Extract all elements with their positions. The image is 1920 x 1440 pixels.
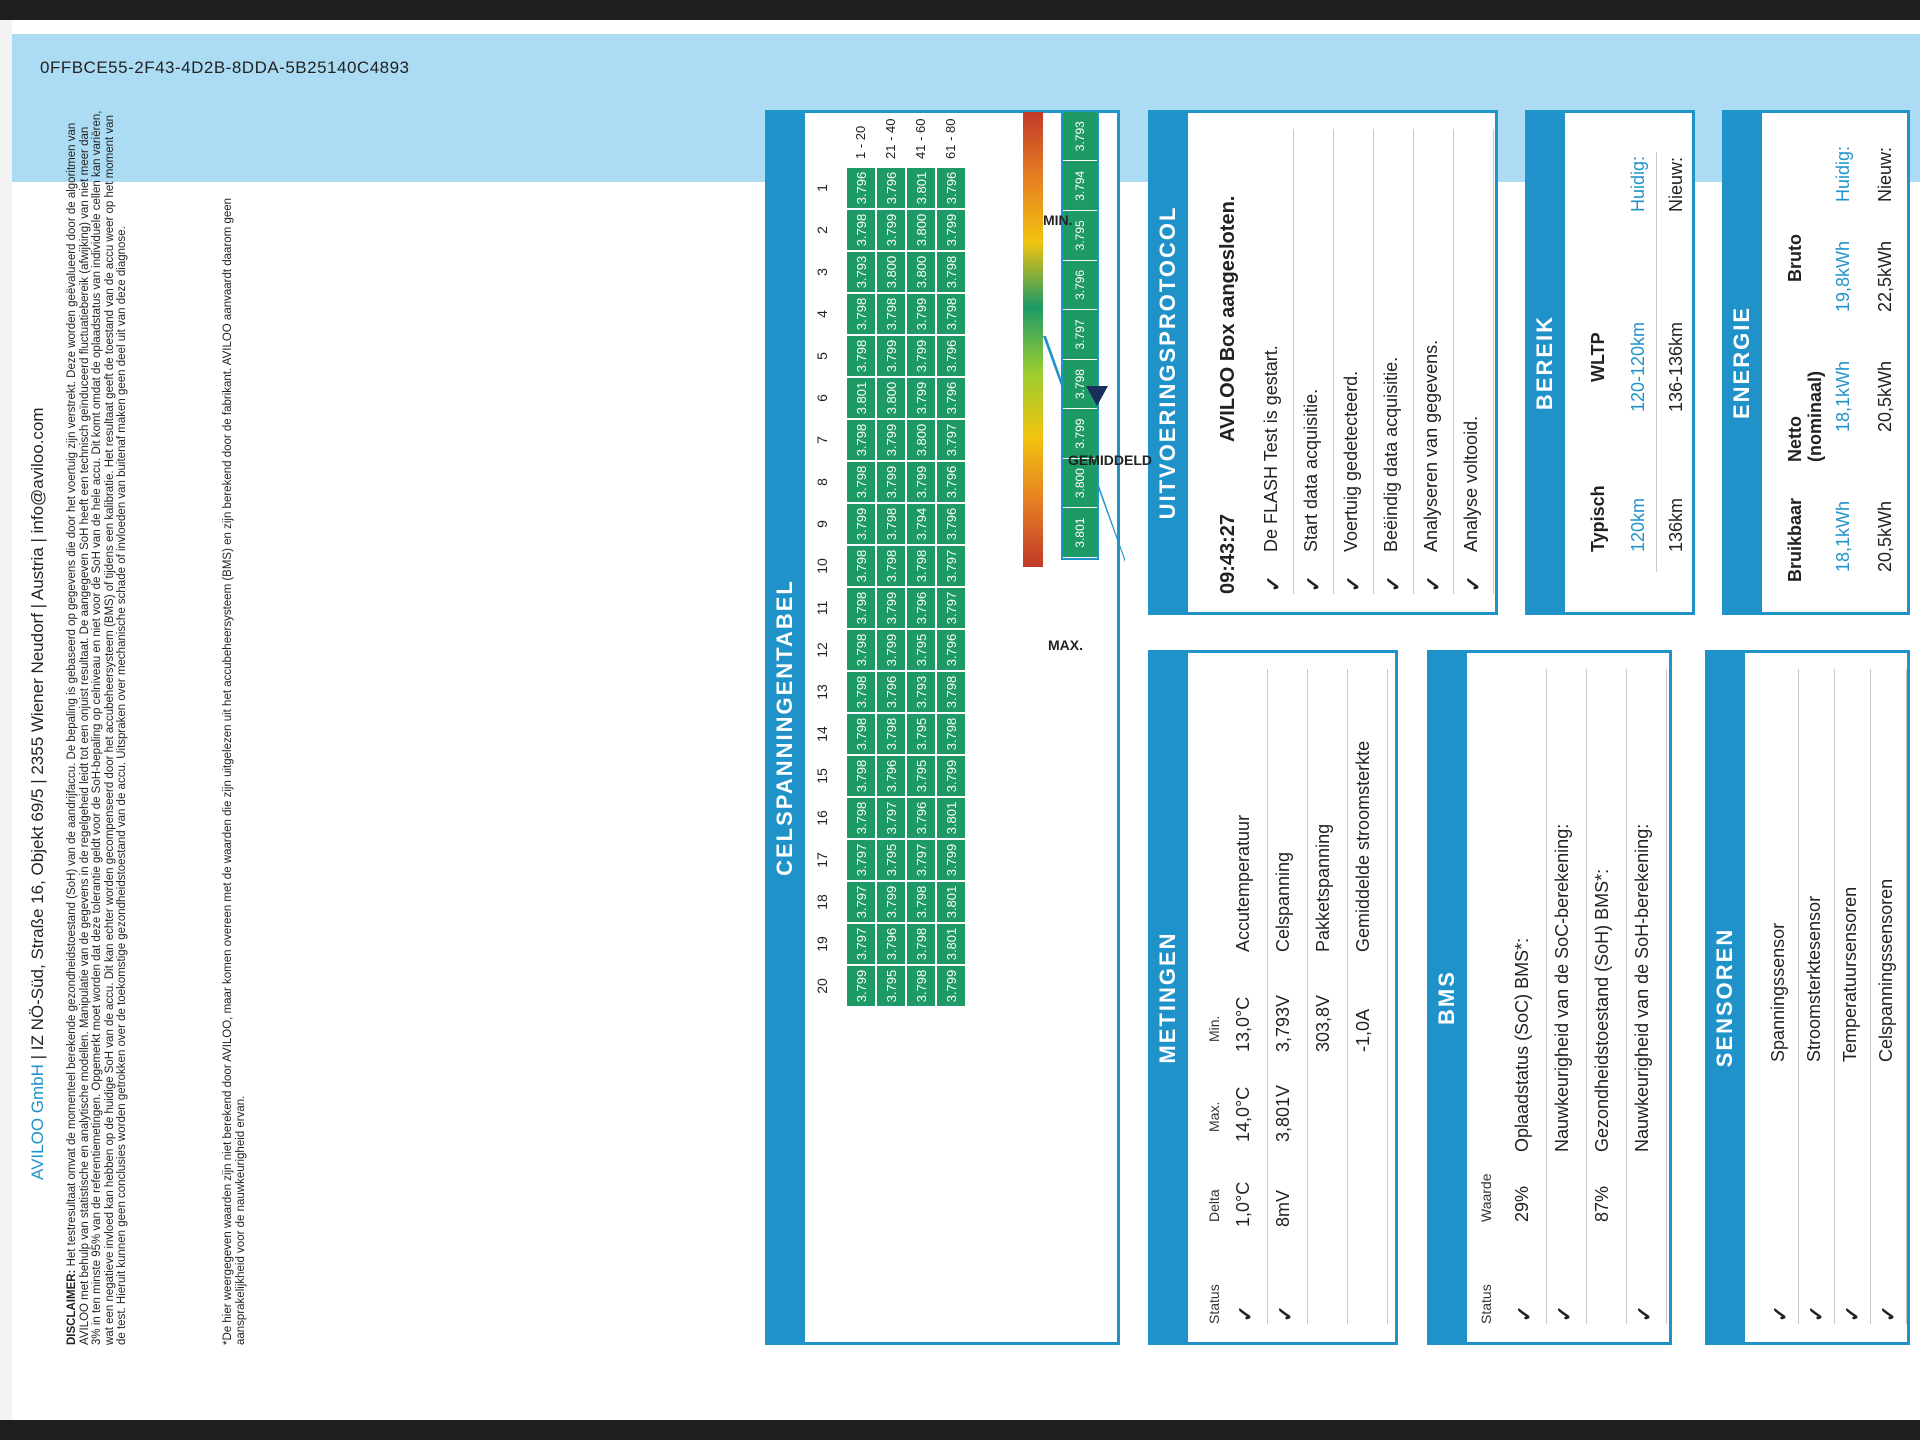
cell-voltage: 3.798 <box>906 965 936 1007</box>
check-icon: ✓ <box>1514 1305 1536 1322</box>
cell-voltage: 3.796 <box>936 503 966 545</box>
cell-voltage: 3.799 <box>906 335 936 377</box>
energie-nieuw-bruto: 22,5kWh <box>1875 240 1895 312</box>
cell-voltage: 3.797 <box>876 797 906 839</box>
bms-value: 87% <box>1592 1185 1612 1222</box>
protocol-step: Beëindig data acquisitie. <box>1381 356 1401 552</box>
cell-voltage: 3.794 <box>906 503 936 545</box>
cell-voltage: 3.793 <box>846 251 876 293</box>
protocol-divider <box>1373 129 1374 594</box>
cell-voltage: 3.793 <box>906 671 936 713</box>
row-label: 21 - 40 <box>883 118 898 159</box>
energie-nieuw-netto: 20,5kWh <box>1875 360 1895 432</box>
cell-voltage: 3.798 <box>936 713 966 755</box>
cell-voltage: 3.798 <box>846 587 876 629</box>
metingen-divider <box>1267 669 1268 1324</box>
cell-voltage: 3.800 <box>876 377 906 419</box>
bms-title: BMS <box>1427 650 1467 1345</box>
bereik-col-wltp: WLTP <box>1588 332 1608 382</box>
cell-voltage: 3.797 <box>936 587 966 629</box>
metingen-label: Celspanning <box>1273 851 1293 952</box>
column-number: 14 <box>814 726 830 742</box>
column-number: 12 <box>814 642 830 658</box>
cell-voltage: 3.797 <box>846 881 876 923</box>
cell-voltage: 3.799 <box>876 461 906 503</box>
cell-voltage: 3.795 <box>906 713 936 755</box>
cell-voltage: 3.796 <box>906 797 936 839</box>
cell-voltage: 3.801 <box>936 881 966 923</box>
cell-voltage: 3.798 <box>876 503 906 545</box>
scale-value: 3.799 <box>1063 409 1097 459</box>
cell-voltage: 3.795 <box>876 839 906 881</box>
cell-voltage: 3.799 <box>876 881 906 923</box>
check-icon: ✓ <box>1303 575 1325 592</box>
protocol-divider <box>1453 129 1454 594</box>
bereik-col-typisch: Typisch <box>1588 485 1608 552</box>
metingen-min: 303,8V <box>1313 994 1333 1052</box>
column-number: 7 <box>814 436 830 444</box>
protocol-step: Voertuig gedetecteerd. <box>1341 370 1361 552</box>
cell-voltage: 3.799 <box>936 839 966 881</box>
column-number: 20 <box>814 978 830 994</box>
protocol-divider <box>1493 129 1494 594</box>
scale-max-label: MAX. <box>1048 637 1083 653</box>
metingen-divider <box>1307 669 1308 1324</box>
metingen-divider <box>1387 669 1388 1324</box>
metingen-min: 3,793V <box>1273 994 1293 1052</box>
cell-voltage: 3.799 <box>876 335 906 377</box>
celtabel-title: CELSPANNINGENTABEL <box>765 110 805 1345</box>
footer-company: AVILOO GmbH <box>28 1064 47 1180</box>
row-label: 61 - 80 <box>943 118 958 159</box>
cell-voltage: 3.796 <box>936 335 966 377</box>
energie-huidig-bruto: 19,8kWh <box>1833 240 1853 312</box>
metingen-card <box>1148 650 1398 1345</box>
energie-huidig-bruikbaar: 18,1kWh <box>1833 500 1853 572</box>
cell-voltage: 3.799 <box>876 419 906 461</box>
metingen-delta: 8mV <box>1273 1189 1293 1227</box>
energie-nieuw-bruikbaar: 20,5kWh <box>1875 500 1895 572</box>
cell-voltage: 3.796 <box>936 461 966 503</box>
energie-huidig-netto: 18,1kWh <box>1833 360 1853 432</box>
cell-voltage: 3.799 <box>936 965 966 1007</box>
bms-col-waarde: Waarde <box>1478 1173 1494 1222</box>
check-icon: ✓ <box>1263 575 1285 592</box>
cell-voltage: 3.798 <box>846 209 876 251</box>
cell-voltage: 3.797 <box>846 923 876 965</box>
disclaimer-label: DISCLAIMER: <box>66 1269 78 1345</box>
sensor-divider <box>1798 669 1799 1324</box>
cell-voltage: 3.798 <box>846 545 876 587</box>
cell-voltage: 3.798 <box>846 713 876 755</box>
cell-voltage: 3.796 <box>876 167 906 209</box>
sensoren-card <box>1705 650 1910 1345</box>
check-icon: ✓ <box>1423 575 1445 592</box>
bms-label: Nauwkeurigheid van de SoH-berekening: <box>1632 823 1652 1152</box>
bms-divider <box>1546 669 1547 1324</box>
energie-nieuw-label: Nieuw: <box>1875 146 1895 202</box>
cell-voltage: 3.797 <box>906 839 936 881</box>
protocol-step: Analyse voltooid. <box>1461 415 1481 552</box>
cell-voltage: 3.796 <box>876 923 906 965</box>
bereik-nieuw-typisch: 136km <box>1666 497 1686 552</box>
sensor-divider <box>1834 669 1835 1324</box>
bereik-huidig-label: Huidig: <box>1628 155 1648 212</box>
metingen-col-status: Status <box>1206 1284 1222 1324</box>
energie-col-bruto: Bruto <box>1785 234 1805 282</box>
scale-value: 3.794 <box>1063 162 1097 212</box>
check-icon: ✓ <box>1634 1305 1656 1322</box>
column-number: 17 <box>814 852 830 868</box>
column-number: 4 <box>814 310 830 318</box>
check-icon: ✓ <box>1554 1305 1576 1322</box>
average-scale <box>1061 110 1099 560</box>
protocol-divider <box>1413 129 1414 594</box>
bms-card <box>1427 650 1672 1345</box>
bereik-nieuw-wltp: 136-136km <box>1666 321 1686 412</box>
cell-voltage: 3.798 <box>876 545 906 587</box>
cell-voltage: 3.796 <box>936 629 966 671</box>
cell-voltage: 3.798 <box>846 419 876 461</box>
bereik-card <box>1525 110 1695 615</box>
cell-voltage: 3.799 <box>936 209 966 251</box>
sensor-label: Celspanningssensoren <box>1876 878 1896 1062</box>
cell-voltage: 3.800 <box>906 209 936 251</box>
protocol-title: UITVOERINGSPROTOCOL <box>1148 110 1188 615</box>
cell-voltage: 3.795 <box>906 755 936 797</box>
cell-voltage: 3.798 <box>846 293 876 335</box>
cell-voltage: 3.800 <box>906 419 936 461</box>
average-marker-icon <box>1086 386 1108 406</box>
bms-divider <box>1666 669 1667 1324</box>
protocol-time: 09:43:27 <box>1217 513 1239 594</box>
footer <box>28 407 48 1180</box>
cell-voltage: 3.798 <box>846 671 876 713</box>
scale-value: 3.796 <box>1063 261 1097 311</box>
metingen-col-max: Max. <box>1206 1101 1222 1132</box>
sensor-divider <box>1906 669 1907 1324</box>
bereik-title: BEREIK <box>1525 110 1565 615</box>
column-number: 13 <box>814 684 830 700</box>
cell-voltage: 3.798 <box>906 545 936 587</box>
cell-voltage: 3.801 <box>936 797 966 839</box>
scale-value: 3.793 <box>1063 112 1097 162</box>
column-number: 9 <box>814 520 830 528</box>
metingen-divider <box>1347 669 1348 1324</box>
metingen-col-min: Min. <box>1206 1015 1222 1042</box>
row-label: 41 - 60 <box>913 118 928 159</box>
scale-value: 3.795 <box>1063 211 1097 261</box>
bms-label: Nauwkeurigheid van de SoC-berekening: <box>1552 823 1572 1152</box>
bms-label: Oplaadstatus (SoC) BMS*: <box>1512 937 1532 1152</box>
metingen-label: Pakketspanning <box>1313 823 1333 952</box>
cell-voltage: 3.798 <box>876 713 906 755</box>
scale-value: 3.798 <box>1063 360 1097 410</box>
column-number: 2 <box>814 226 830 234</box>
check-icon: ✓ <box>1770 1305 1792 1322</box>
check-icon: ✓ <box>1343 575 1365 592</box>
metingen-delta: 1,0°C <box>1233 1181 1253 1227</box>
bms-value: 29% <box>1512 1185 1532 1222</box>
column-number: 10 <box>814 558 830 574</box>
cell-voltage: 3.797 <box>936 545 966 587</box>
cell-voltage: 3.798 <box>906 881 936 923</box>
protocol-heading: AVILOO Box aangesloten. <box>1217 195 1239 442</box>
column-number: 3 <box>814 268 830 276</box>
sensor-label: Temperatuursensoren <box>1840 886 1860 1062</box>
bms-divider <box>1586 669 1587 1324</box>
cell-voltage: 3.799 <box>846 965 876 1007</box>
cell-voltage: 3.799 <box>906 377 936 419</box>
protocol-divider <box>1333 129 1334 594</box>
protocol-step: Analyseren van gegevens. <box>1421 339 1441 552</box>
cell-voltage: 3.799 <box>936 755 966 797</box>
disclaimer-note: *De hier weergegeven waarden zijn niet berekend door AVILOO, maar komen overeen met de waarden die zijn uitgelezen uit het accubeheersysteem (BMS) en zijn berekend door de fabrikant. AVILOO aanvaardt daarom geen aansprakelijkheid voor de nauwkeurigheid ervan. <box>222 197 247 1345</box>
cell-voltage: 3.796 <box>936 167 966 209</box>
sensoren-title: SENSOREN <box>1705 650 1745 1345</box>
column-number: 15 <box>814 768 830 784</box>
metingen-label: Accutemperatuur <box>1233 814 1253 952</box>
cell-voltage: 3.799 <box>876 209 906 251</box>
check-icon: ✓ <box>1806 1305 1828 1322</box>
cell-voltage: 3.801 <box>906 167 936 209</box>
cell-voltage: 3.796 <box>846 167 876 209</box>
check-icon: ✓ <box>1383 575 1405 592</box>
bereik-huidig-wltp: 120-120km <box>1628 321 1648 412</box>
voltage-gradient-bar <box>1023 112 1043 567</box>
cell-voltage: 3.801 <box>846 377 876 419</box>
sensor-divider <box>1870 669 1871 1324</box>
bereik-nieuw-label: Nieuw: <box>1666 156 1686 212</box>
column-number: 8 <box>814 478 830 486</box>
cell-voltage: 3.798 <box>936 251 966 293</box>
cell-voltage: 3.799 <box>906 461 936 503</box>
cell-voltage: 3.797 <box>936 419 966 461</box>
energie-huidig-label: Huidig: <box>1833 145 1853 202</box>
cell-voltage: 3.798 <box>936 293 966 335</box>
metingen-col-delta: Delta <box>1206 1189 1222 1222</box>
document-id: 0FFBCE55-2F43-4D2B-8DDA-5B25140C4893 <box>40 58 410 77</box>
column-number: 6 <box>814 394 830 402</box>
check-icon: ✓ <box>1275 1305 1297 1322</box>
energie-col-netto: Netto (nominaal) <box>1785 370 1825 462</box>
check-icon: ✓ <box>1235 1305 1257 1322</box>
protocol-step: Start data acquisitie. <box>1301 388 1321 552</box>
column-number: 19 <box>814 936 830 952</box>
energie-title: ENERGIE <box>1722 110 1762 615</box>
bms-label: Gezondheidstoestand (SoH) BMS*: <box>1592 868 1612 1152</box>
cell-voltage: 3.799 <box>846 503 876 545</box>
cell-voltage: 3.798 <box>906 923 936 965</box>
column-number: 16 <box>814 810 830 826</box>
scale-value: 3.797 <box>1063 310 1097 360</box>
sensor-label: Spanningssensor <box>1768 922 1788 1062</box>
cell-voltage: 3.798 <box>846 797 876 839</box>
cell-voltage: 3.798 <box>876 293 906 335</box>
cell-voltage: 3.795 <box>876 965 906 1007</box>
cell-voltage: 3.800 <box>876 251 906 293</box>
protocol-divider <box>1293 129 1294 594</box>
cell-voltage: 3.799 <box>906 293 936 335</box>
row-label: 1 - 20 <box>853 125 868 159</box>
column-number: 5 <box>814 352 830 360</box>
cell-voltage: 3.798 <box>936 671 966 713</box>
check-icon: ✓ <box>1878 1305 1900 1322</box>
cell-voltage: 3.798 <box>846 755 876 797</box>
column-number: 18 <box>814 894 830 910</box>
cell-voltage: 3.798 <box>846 629 876 671</box>
bms-col-status: Status <box>1478 1284 1494 1324</box>
bereik-divider <box>1656 152 1657 572</box>
cell-voltage: 3.799 <box>876 587 906 629</box>
protocol-step: De FLASH Test is gestart. <box>1261 345 1281 552</box>
scale-value: 3.800 <box>1063 459 1097 509</box>
metingen-title: METINGEN <box>1148 650 1188 1345</box>
cell-voltage: 3.798 <box>846 461 876 503</box>
column-number: 11 <box>814 600 830 616</box>
bms-divider <box>1626 669 1627 1324</box>
metingen-max: 3,801V <box>1273 1084 1293 1142</box>
cell-voltage: 3.800 <box>906 251 936 293</box>
cell-voltage: 3.795 <box>906 629 936 671</box>
sensor-label: Stroomsterktesensor <box>1804 895 1824 1062</box>
footer-address: | IZ NÖ-Süd, Straße 16, Objekt 69/5 | 2355 Wiener Neudorf | Austria | info@aviloo.com <box>28 407 47 1065</box>
metingen-label: Gemiddelde stroomsterkte <box>1353 740 1373 952</box>
cell-voltage: 3.796 <box>876 755 906 797</box>
metingen-min: -1,0A <box>1353 1008 1373 1052</box>
energie-card <box>1722 110 1910 615</box>
cell-voltage: 3.797 <box>846 839 876 881</box>
column-number: 1 <box>814 184 830 192</box>
check-icon: ✓ <box>1842 1305 1864 1322</box>
cell-voltage: 3.796 <box>876 671 906 713</box>
protocol-card <box>1148 110 1498 615</box>
disclaimer-block <box>66 110 129 1345</box>
bereik-huidig-typisch: 120km <box>1628 497 1648 552</box>
cell-voltage: 3.796 <box>906 587 936 629</box>
scale-value: 3.801 <box>1063 508 1097 558</box>
check-icon: ✓ <box>1463 575 1485 592</box>
metingen-max: 14,0°C <box>1233 1086 1253 1142</box>
cell-voltage: 3.796 <box>936 377 966 419</box>
scale-avg-label: GEMIDDELD <box>1068 452 1152 468</box>
cell-voltage: 3.798 <box>846 335 876 377</box>
celtabel-card <box>765 110 1152 1345</box>
scale-min-label: MIN. <box>1043 212 1073 228</box>
disclaimer-text: Het testresultaat omvat de momenteel berekende gezondheidstoestand (SoH) van de aandrijfaccu. De bepaling is gebaseerd op gegevens die door het voertuig zijn verstrekt. Deze worden geëvalueerd door de algoritmen van AVILOO met behulp van statistische en analytische modellen. Manipulatie van de gegevens in de regelgeheid leidt tot een onjuist resultaat. De aangegeven SoH heeft een technisch geïnduceerd fluctuatiebereik (afwijking) van niet meer dan 3% in ten minste 95% van de referentiemetingen. Opgemerkt moet worden dat deze tolerantie geldt voor de SoH-bepaling op celniveau en niet voor de SoH van de hele accu. Dit komt omdat de oplaadstatus van individuele cellen kan variëren, wat een negatieve invloed kan hebben op de huidige SoH van de accu. Dit kan echter worden gecompenseerd door het accubeheersysteem (BMS) of tijdens een kalibratie. Het resultaat geeft de toestand van de accu weer op het moment van de test. Hieruit kunnen geen conclusies worden getrokken over de toekomstige gezondheidstoestand van de accu. Uitspraken over mechanische schade of invloeden van buitenaf maken geen deel uit van deze diagnose. <box>66 110 128 1345</box>
energie-col-bruikbaar: Bruikbaar <box>1785 497 1805 582</box>
cell-voltage: 3.799 <box>876 629 906 671</box>
metingen-min: 13,0°C <box>1233 996 1253 1052</box>
cell-voltage: 3.801 <box>936 923 966 965</box>
